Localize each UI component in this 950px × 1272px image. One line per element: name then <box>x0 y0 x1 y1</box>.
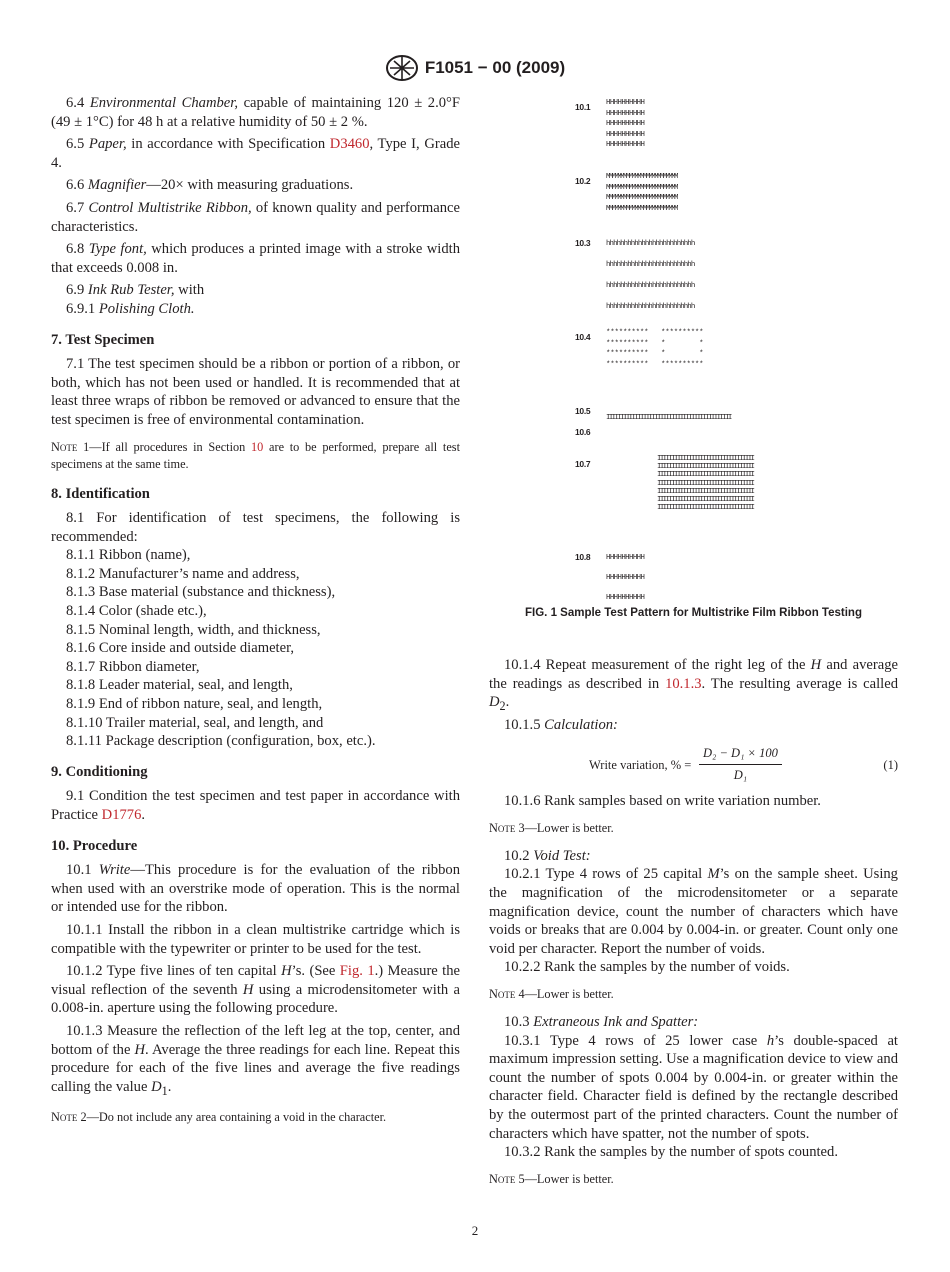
section-10-1-5: 10.1.5 Calculation: <box>504 716 618 733</box>
equation-denominator: D₁ <box>733 767 748 782</box>
ref-d1776-link[interactable]: D1776 <box>101 807 142 823</box>
section-6-5: 6.5 Paper, in accordance with Specification D3460, Type I, Grade 4. <box>51 136 460 171</box>
ref-fig-1-link[interactable]: Fig. 1 <box>339 963 375 980</box>
equation-fraction <box>699 744 782 784</box>
pattern-block-i: IIIIIIIIIIIIIIIIIIIIIIIIIIIIIIIIII IIIIIIIIIIIIIIIIIIIIIIIIIIIIIIIIII IIIIIIIIIIIIIIIIIIIIIIIIIIIIIIIIII IIIIIIIIIIIIIIIIIIIIIIIIIIIIIIIIII IIIIIIIIIIIIIIIIIIIIIIIIIIIIIIIIII IIIIIIIIIIIIIIIIIIIIIIIIIIIIIIIIII IIIIIIIIIIIIIIIIIIIIIIIIIIIIIIIIII <box>657 455 754 513</box>
pattern-block-m: MMMMMMMMMMMMMMMMMMMMMMMMM MMMMMMMMMMMMMMMMMMMMMMMMM MMMMMMMMMMMMMMMMMMMMMMMMM MMMMMMMMMMMMMMMMMMMMMMMMM <box>606 173 677 213</box>
section-10-2: 10.2 Void Test: <box>504 847 591 864</box>
note-3: Note 3—Lower is better. <box>489 820 614 835</box>
pattern-block-asterisk: ********** ********** ********** * * ********** * * ********** ********** <box>606 329 704 369</box>
ref-10-1-3-link[interactable]: 10.1.3 <box>665 675 702 692</box>
section-10-3-1: 10.3.1 Type 4 rows of 25 lower case h’s double-spaced at maximum impression setting. Use a magnification device to view and count the number of spots 0.004 by 0.004-in. or greater within the character field. Character field is defined by the rectangle described by the outermost part of the printed characters. Count the number of characters which have spatter, not the number of spots. <box>489 1032 898 1142</box>
list-item: 8.1.5 Nominal length, width, and thickness, <box>66 621 321 638</box>
pattern-label: 10.1 <box>575 102 591 112</box>
left-column <box>51 94 460 1136</box>
list-item: 8.1.10 Trailer material, seal, and length, and <box>66 714 324 731</box>
note-2: Note 2—Do not include any area containing a void in the character. <box>51 1110 387 1125</box>
equation-1 <box>489 742 898 786</box>
heading-identification: 8. Identification <box>51 485 150 502</box>
equation-numerator: D₂ − D₁ × 100 <box>699 744 782 765</box>
pattern-label: 10.6 <box>575 427 591 437</box>
section-10-1: 10.1 Write—This procedure is for the evaluation of the ribbon when used with an overstrike mode of operation. This is the normal or intended use for the ribbon. <box>51 862 460 916</box>
list-item: 8.1.11 Package description (configuration, box, etc.). <box>66 733 376 750</box>
pattern-label: 10.4 <box>575 332 591 342</box>
list-item: 8.1.1 Ribbon (name), <box>66 547 191 564</box>
section-10-3: 10.3 Extraneous Ink and Spatter: <box>504 1014 699 1031</box>
list-item: 8.1.8 Leader material, seal, and length, <box>66 677 293 694</box>
section-6-7: 6.7 Control Multistrike Ribbon, of known quality and performance characteristics. <box>51 199 460 235</box>
section-6-9: 6.9 Ink Rub Tester, with <box>66 282 205 299</box>
section-10-1-1: 10.1.1 Install the ribbon in a clean multistrike cartridge which is compatible with the typewriter or printer to be used for the test. <box>51 921 460 957</box>
section-10-1-2: 10.1.2 Type five lines of ten capital H’s. (See Fig. 1.) Measure the visual reflection of the seventh H using a microdensitometer with a 0.008-in. aperture using the following procedure. <box>51 963 461 1017</box>
section-10-3-2: 10.3.2 Rank the samples by the number of spots counted. <box>504 1144 838 1161</box>
equation-lhs: Write variation, % = <box>589 758 692 773</box>
note-1: Note 1—If all procedures in Section 10 are to be performed, prepare all test specimens at the same time. <box>51 439 461 471</box>
section-6-8: 6.8 Type font, which produces a printed image with a stroke width that exceeds 0.008 in. <box>51 241 460 276</box>
list-item: 8.1.3 Base material (substance and thickness), <box>66 584 336 601</box>
document-designation: F1051 − 00 (2009) <box>424 57 566 77</box>
identification-list <box>51 546 460 751</box>
section-9-1: 9.1 Condition the test specimen and test paper in accordance with Practice D1776. <box>51 788 460 823</box>
section-8-1: 8.1 For identification of test specimens, the following is recommended: <box>51 510 460 545</box>
section-7-1: 7.1 The test specimen should be a ribbon or portion of a ribbon, or both, which has not been used or handled. It is recommended that at least three wraps of ribbon be removed or advanced to ensure that the test specimen is free of environmental contamination. <box>51 356 460 428</box>
list-item: 8.1.2 Manufacturer’s name and address, <box>66 565 300 582</box>
list-item: 8.1.9 End of ribbon nature, seal, and length, <box>66 696 323 713</box>
list-item: 8.1.7 Ribbon diameter, <box>66 658 200 675</box>
list-item: 8.1.4 Color (shade etc.), <box>66 603 207 620</box>
heading-test-specimen: 7. Test Specimen <box>51 331 155 348</box>
section-10-1-4: 10.1.4 Repeat measurement of the right leg of the H and average the readings as described in 10.1.3. The resulting average is called $D_2$. <box>489 657 898 714</box>
note-4: Note 4—Lower is better. <box>489 987 614 1002</box>
pattern-block-h: HHHHHHHHHH HHHHHHHHHH HHHHHHHHHH HHHHHHHHHH HHHHHHHHHH <box>606 99 645 150</box>
pattern-label: 10.8 <box>575 552 591 562</box>
pattern-line-i: IIIIIIIIIIIIIIIIIIIIIIIIIIIIIIIIIIIIIIIIIIII <box>606 414 731 422</box>
list-item: 8.1.6 Core inside and outside diameter, <box>66 640 294 657</box>
equation-number: (1) <box>883 758 898 773</box>
pattern-label: 10.7 <box>575 459 591 469</box>
note-5: Note 5—Lower is better. <box>489 1171 614 1186</box>
heading-conditioning: 9. Conditioning <box>51 763 148 780</box>
section-10-2-1: 10.2.1 Type 4 rows of 25 capital M’s on the sample sheet. Using the magnification of the microdensitometer or a separate magnification device, count the number of characters which have voids or breaks that are 0.004 by 0.004-in. or greater. Count only one void per character. Report the number of voids. <box>489 866 898 957</box>
figure-caption: FIG. 1 Sample Test Pattern for Multistrike Film Ribbon Testing <box>525 607 862 619</box>
astm-logo <box>385 54 419 82</box>
heading-procedure: 10. Procedure <box>51 837 138 854</box>
section-6-6: 6.6 Magnifier—20× with measuring graduations. <box>66 177 354 194</box>
pattern-block-lowercase-h: hhhhhhhhhhhhhhhhhhhhhhhhh hhhhhhhhhhhhhhhhhhhhhhhhh hhhhhhhhhhhhhhhhhhhhhhhhh hhhhhhhhhhhhhhhhhhhhhhhhh <box>606 240 695 311</box>
section-6-9-1: 6.9.1 Polishing Cloth. <box>66 300 195 317</box>
ref-section-10-link[interactable]: 10 <box>251 439 264 454</box>
section-10-2-2: 10.2.2 Rank the samples by the number of voids. <box>504 959 790 976</box>
pattern-label: 10.3 <box>575 238 591 248</box>
pattern-label: 10.5 <box>575 406 591 416</box>
right-column <box>489 656 898 1198</box>
pattern-block-h-spaced: HHHHHHHHHH HHHHHHHHHH HHHHHHHHHH <box>606 554 645 602</box>
ref-d3460-link[interactable]: D3460 <box>329 136 370 153</box>
figure-1-test-pattern <box>489 96 898 626</box>
section-10-1-6: 10.1.6 Rank samples based on write variation number. <box>504 793 821 810</box>
section-10-1-3: 10.1.3 Measure the reflection of the left leg at the top, center, and bottom of the H. Average the three readings for each line. Repeat this procedure for each of the five lines and average the five readings calling the value $D_1$. <box>51 1022 460 1098</box>
pattern-label: 10.2 <box>575 176 591 186</box>
page-header <box>0 54 950 82</box>
page-number: 2 <box>471 1223 479 1238</box>
section-6-4: 6.4 Environmental Chamber, capable of maintaining 120 ± 2.0°F (49 ± 1°C) for 48 h at a relative humidity of 50 ± 2 %. <box>51 95 460 130</box>
